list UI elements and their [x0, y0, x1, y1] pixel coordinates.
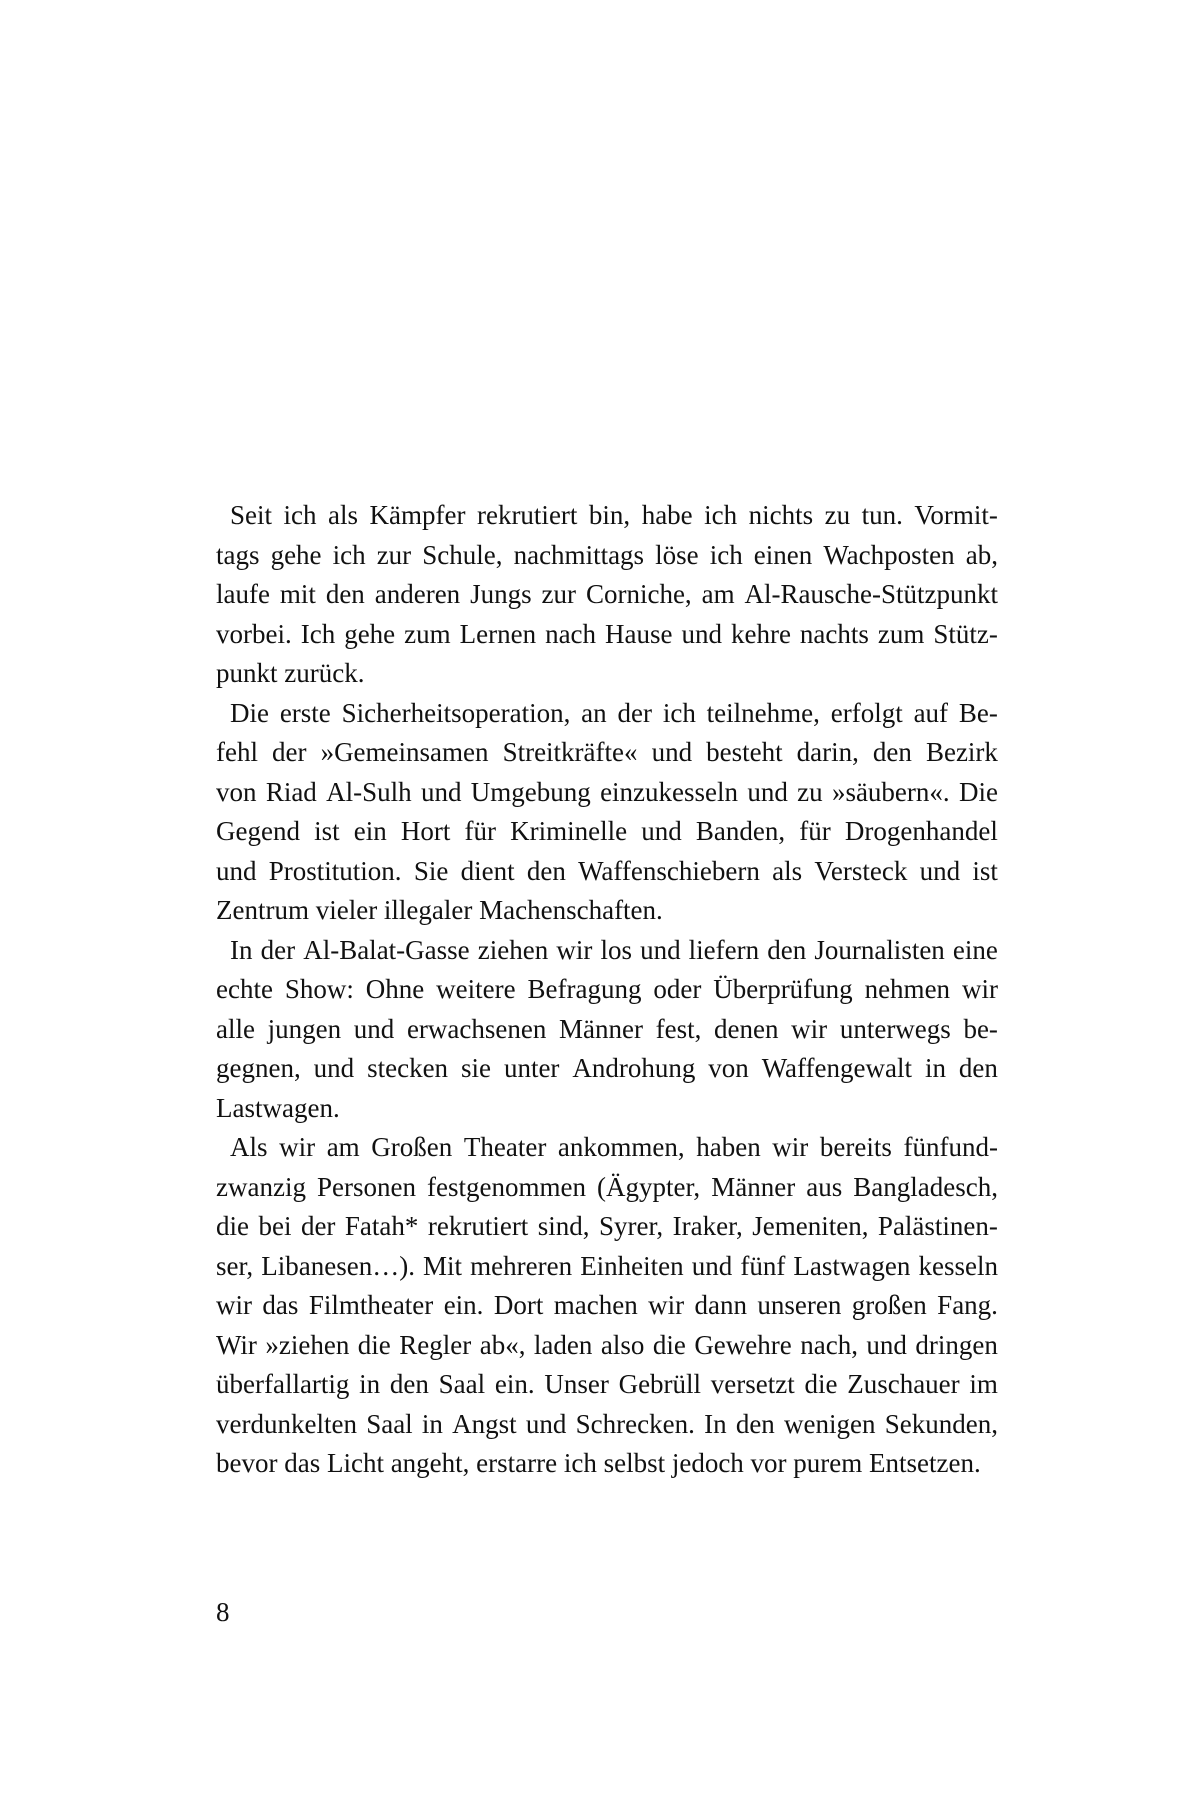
text-line: Als wir am Großen Theater ankommen, haben wir bereits fünfund-: [230, 1132, 998, 1162]
paragraph: [216, 931, 998, 1129]
text-line: wir das Filmtheater ein. Dort machen wir dann unseren großen Fang.: [216, 1290, 998, 1320]
text-line: Seit ich als Kämpfer rekrutiert bin, habe ich nichts zu tun. Vormit-: [230, 500, 998, 530]
paragraph: [216, 694, 998, 931]
text-line: Die erste Sicherheitsoperation, an der ich teilnehme, erfolgt auf Be-: [230, 697, 998, 728]
text-line: Gegend ist ein Hort für Kriminelle und Banden, für Drogenhandel: [216, 816, 998, 846]
text-line: laufe mit den anderen Jungs zur Corniche, am Al-Rausche-Stützpunkt: [216, 579, 998, 609]
text-line: zwanzig Personen festgenommen (Ägypter, Männer aus Bangladesch,: [216, 1171, 998, 1202]
paragraph: [216, 496, 998, 694]
paragraph: [216, 1128, 998, 1484]
text-line: Zentrum vieler illegaler Machenschaften.: [216, 895, 663, 925]
text-line: verdunkelten Saal in Angst und Schrecken. In den wenigen Sekunden,: [216, 1408, 998, 1439]
text-line: alle jungen und erwachsenen Männer fest, denen wir unterwegs be-: [216, 1013, 998, 1044]
text-line: punkt zurück.: [216, 658, 365, 688]
text-line: fehl der »Gemeinsamen Streitkräfte« und besteht darin, den Bezirk: [216, 737, 998, 767]
text-line: und Prostitution. Sie dient den Waffenschiebern als Versteck und ist: [216, 855, 998, 886]
text-line: von Riad Al-Sulh und Umgebung einzukesseln und zu »säubern«. Die: [216, 776, 998, 807]
text-line: Lastwagen.: [216, 1092, 340, 1123]
text-line: überfallartig in den Saal ein. Unser Gebrüll versetzt die Zuschauer im: [216, 1369, 998, 1399]
text-line: vorbei. Ich gehe zum Lernen nach Hause und kehre nachts zum Stütz-: [216, 618, 998, 649]
text-line: tags gehe ich zur Schule, nachmittags löse ich einen Wachposten ab,: [216, 539, 998, 570]
text-line: Wir »ziehen die Regler ab«, laden also die Gewehre nach, und dringen: [216, 1329, 998, 1360]
text-line: bevor das Licht angeht, erstarre ich selbst jedoch vor purem Entsetzen.: [216, 1448, 981, 1478]
body-text: [216, 496, 998, 1484]
text-line: gegnen, und stecken sie unter Androhung von Waffengewalt in den: [216, 1053, 998, 1083]
text-line: In der Al-Balat-Gasse ziehen wir los und liefern den Journalisten eine: [230, 934, 998, 965]
text-line: echte Show: Ohne weitere Befragung oder Überprüfung nehmen wir: [216, 974, 998, 1004]
text-line: die bei der Fatah* rekrutiert sind, Syrer, Iraker, Jemeniten, Palästinen-: [216, 1211, 998, 1241]
page-number: 8: [216, 1597, 230, 1627]
text-line: ser, Libanesen…). Mit mehreren Einheiten und fünf Lastwagen kesseln: [216, 1250, 998, 1281]
